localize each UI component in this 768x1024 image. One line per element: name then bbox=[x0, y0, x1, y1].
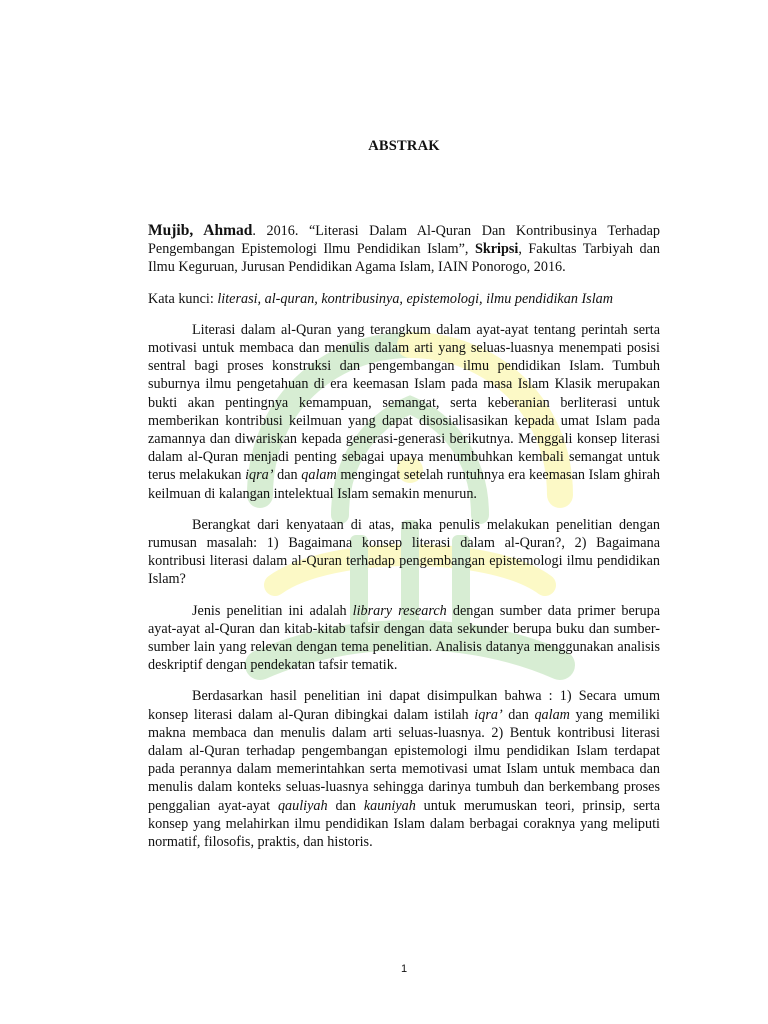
paragraph-text: Jenis penelitian ini adalah bbox=[192, 602, 353, 619]
keywords-paragraph bbox=[148, 290, 660, 308]
paragraph-text: dan bbox=[273, 467, 302, 484]
italic-term: library research bbox=[352, 602, 447, 619]
paragraph-text: dan bbox=[327, 797, 364, 814]
citation-title: . 2016. “Literasi Dalam Al-Quran Dan Kontribusinya Terhadap Pengembangan Epistemologi Ilmu Pendidikan Islam”, bbox=[148, 223, 660, 258]
italic-term: qauliyah bbox=[277, 797, 328, 814]
italic-term: iqra’ bbox=[474, 706, 503, 723]
abstract-body bbox=[148, 222, 660, 864]
italic-term: iqra’ bbox=[245, 467, 274, 484]
keywords-label: Kata kunci: bbox=[148, 290, 218, 307]
document-type: Skripsi bbox=[474, 241, 519, 258]
citation-paragraph bbox=[148, 222, 660, 277]
citation-institution: , Fakultas Tarbiyah dan Ilmu Keguruan, Jurusan Pendidikan Agama Islam, IAIN Ponorogo, 2016. bbox=[148, 241, 660, 276]
paragraph-text: Literasi dalam al-Quran yang terangkum dalam ayat-ayat tentang perintah serta motivasi untuk membaca dan menulis dalam arti yang seluas-luasnya menempati posisi sentral bagi proses konstruksi dan pengembangan ilmu pendidikan Islam. Tumbuh suburnya ilmu pengetahuan di era keemasan Islam pada masa Islam Klasik merupakan bukti akan pentingnya kemampuan, semangat, serta keberanian berliterasi untuk memberikan kontribusi keilmuan yang dapat disosialisasikan kepada umat Islam pada zamannya dan diwariskan kepada generasi-generasi berikutnya. Menggali konsep literasi dalam al-Quran menjadi penting sebagai upaya menumbuhkan kembali semangat untuk terus melakukan bbox=[148, 321, 660, 484]
body-paragraph-2: Berangkat dari kenyataan di atas, maka penulis melakukan penelitian dengan rumusan masalah: 1) Bagaimana konsep literasi dalam al-Quran?, 2) Bagaimana kontribusi literasi dalam al-Quran terhadap pengembangan epistemologi ilmu pendidikan Islam? bbox=[148, 516, 660, 588]
italic-term: qalam bbox=[301, 467, 337, 484]
paragraph-text: dengan sumber data primer berupa ayat-ayat al-Quran dan kitab-kitab tafsir dengan data sekunder berupa buku dan sumber-sumber lain yang relevan dengan tema penelitian. Analisis datanya menggunakan analisis deskriptif dengan pendekatan tafsir tematik. bbox=[148, 602, 660, 674]
paragraph-text: mengingat setelah runtuhnya era keemasan Islam ghirah keilmuan di kalangan intelektual Islam semakin menurun. bbox=[148, 467, 660, 502]
paragraph-text: Berdasarkan hasil penelitian ini dapat disimpulkan bahwa : 1) Secara umum konsep literasi dalam al-Quran dibingkai dalam istilah bbox=[148, 688, 660, 723]
paragraph-text: untuk merumuskan teori, prinsip, serta konsep yang melahirkan ilmu pendidikan Islam dalam berbagai coraknya yang meliputi normatif, filosofis, praktis, dan historis. bbox=[148, 797, 660, 851]
body-paragraph-4 bbox=[148, 687, 660, 851]
keywords-value: literasi, al-quran, kontribusinya, epistemologi, ilmu pendidikan Islam bbox=[217, 290, 613, 307]
italic-term: kauniyah bbox=[363, 797, 416, 814]
paragraph-text: dan bbox=[502, 706, 535, 723]
abstract-title: ABSTRAK bbox=[368, 138, 440, 154]
document-page bbox=[148, 0, 660, 1024]
paragraph-text: yang memiliki makna membaca dan menulis dalam arti seluas-luasnya. 2) Bentuk kontribusi literasi dalam al-Quran terhadap pengembangan epistemologi ilmu pendidikan Islam terdapat pada perannya dalam memerintahkan serta memotivasi umat Islam untuk membaca dan menulis dalam konteks seluas-luasnya sehingga darinya tumbuh dan berkembang proses penggalian ayat-ayat bbox=[148, 706, 660, 814]
italic-term: qalam bbox=[534, 706, 570, 723]
body-paragraph-3 bbox=[148, 602, 660, 675]
body-paragraph-1 bbox=[148, 321, 660, 503]
author-name: Mujib, Ahmad bbox=[148, 222, 253, 239]
page-number: 1 bbox=[400, 963, 408, 975]
